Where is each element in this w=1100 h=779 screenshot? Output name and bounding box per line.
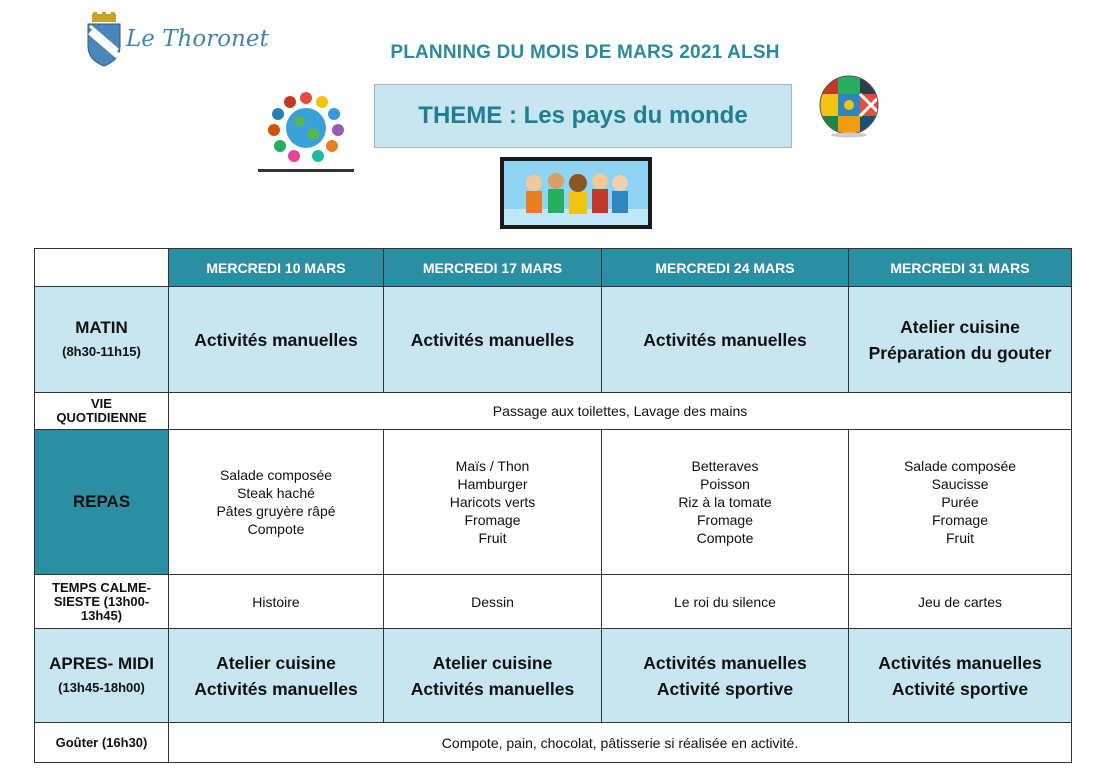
row-apres-midi [35,629,1072,723]
corner-cell [35,249,169,287]
gouter-text: Compote, pain, chocolat, pâtisserie si réalisée en activité. [169,723,1072,763]
activity-cell: Activités manuelles [169,287,384,393]
row-label-matin: MATIN (8h30-11h15) [35,287,169,393]
row-vie-quotidienne [35,393,1072,430]
row-gouter [35,723,1072,763]
activity-cell: Atelier cuisine Activités manuelles [169,629,384,723]
town-name: Le Thoronet [126,26,269,52]
day-header: MERCREDI 31 MARS [849,249,1072,287]
menu-cell: Salade composée Saucisse Purée Fromage Fruit [849,430,1072,575]
row-repas [35,430,1072,575]
theme-banner: THEME : Les pays du monde [374,84,792,148]
page-title: PLANNING DU MOIS DE MARS 2021 ALSH [390,42,780,63]
row-label-temps-calme: TEMPS CALME- SIESTE (13h00- 13h45) [35,575,169,629]
calm-activity-cell: Le roi du silence [602,575,849,629]
menu-cell: Betteraves Poisson Riz à la tomate Fromage Compote [602,430,849,575]
row-label-repas: REPAS [35,430,169,575]
day-header: MERCREDI 17 MARS [384,249,602,287]
menu-cell: Maïs / Thon Hamburger Haricots verts Fromage Fruit [384,430,602,575]
menu-cell: Salade composée Steak haché Pâtes gruyère râpé Compote [169,430,384,575]
activity-cell: Atelier cuisine Activités manuelles [384,629,602,723]
calm-activity-cell: Jeu de cartes [849,575,1072,629]
row-label-apres-midi: APRES- MIDI (13h45-18h00) [35,629,169,723]
activity-cell: Activités manuelles [602,287,849,393]
activity-cell: Activités manuelles Activité sportive [602,629,849,723]
calm-activity-cell: Histoire [169,575,384,629]
children-group-image [500,157,652,229]
day-header: MERCREDI 24 MARS [602,249,849,287]
planning-table [34,248,1072,763]
row-label-vie-quotidienne: VIE QUOTIDIENNE [35,393,169,430]
activity-cell: Atelier cuisine Préparation du gouter [849,287,1072,393]
calm-activity-cell: Dessin [384,575,602,629]
children-around-globe-image [256,86,356,172]
flags-ball-image [816,72,882,138]
row-matin [35,287,1072,393]
activity-cell: Activités manuelles Activité sportive [849,629,1072,723]
day-header: MERCREDI 10 MARS [169,249,384,287]
row-label-gouter: Goûter (16h30) [35,723,169,763]
table-header-row [35,249,1072,287]
activity-cell: Activités manuelles [384,287,602,393]
row-temps-calme [35,575,1072,629]
vie-quotidienne-text: Passage aux toilettes, Lavage des mains [169,393,1072,430]
